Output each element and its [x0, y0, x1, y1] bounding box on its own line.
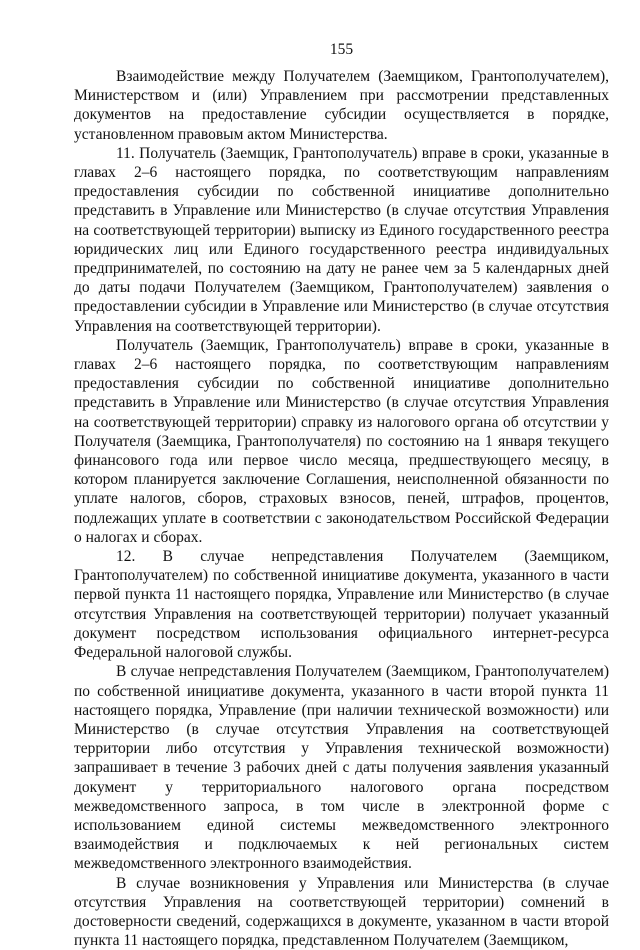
paragraph-item-11-egrul: 11. Получатель (Заемщик, Грантополучатель) вправе в сроки, указанные в главах 2–6 настоящего порядка, по соответствующим направлениям предоставления субсидии по собственной инициативе дополнительно представить в Управление или Министерство (в случае отсутствия Управления на соответствующей территории) выписку из Единого государственного реестра юридических лиц или Единого государственного реестра индивидуальных предпринимателей, по состоянию на дату не ранее чем за 5 календарных дней до даты подачи Получателем (Заемщиком, Грантополучателем) заявления о предоставлении субсидии в Управление или Министерство (в случае отсутствия Управления на соответствующей территории). [74, 144, 609, 335]
paragraph-doubts: В случае возникновения у Управления или Министерства (в случае отсутствия Управления на соответствующей территории) сомнений в достоверности сведений, содержащихся в документе, указанном в части второй пункта 11 настоящего порядка, представленном Получателем (Заемщиком, [74, 874, 609, 950]
paragraph-item-12: 12. В случае непредставления Получателем (Заемщиком, Грантополучателем) по собственной инициативе документа, указанного в части первой пункта 11 настоящего порядка, Управление или Министерство (в случае отсутствия Управления на соответствующей территории) получает указанный документ посредством использования официального интернет-ресурса Федеральной налоговой службы. [74, 548, 609, 662]
paragraph-interaction: Взаимодействие между Получателем (Заемщиком, Грантополучателем), Министерством и (или) Управлением при рассмотрении представленных документов на предоставление субсидии осуществляется в порядке, установленном правовым актом Министерства. [74, 68, 609, 143]
paragraph-interagency-request: В случае непредставления Получателем (Заемщиком, Грантополучателем) по собственной инициативе документа, указанного в части второй пункта 11 настоящего порядка, Управление (при наличии технической возможности) или Министерство (в случае отсутствия Управления на соответствующей территории либо отсутствия у Управления технической возможности) запрашивает в течение 3 рабочих дней с даты получения заявления указанный документ у территориального налогового органа посредством межведомственного запроса, в том числе в электронной форме с использованием единой системы межведомственного электронного взаимодействия и подключаемых к ней региональных систем межведомственного электронного взаимодействия. [74, 663, 609, 873]
page-number: 155 [329, 41, 354, 58]
paragraph-item-11-tax-certificate: Получатель (Заемщик, Грантополучатель) вправе в сроки, указанные в главах 2–6 настоящего порядка, по соответствующим направлениям предоставления субсидии по собственной инициативе дополнительно представить в Управление или Министерство (в случае отсутствия Управления на соответствующей территории) справку из налогового органа об отсутствии у Получателя (Заемщика, Грантополучателя) по состоянию на 1 января текущего финансового года или первое число месяца, предшествующего месяцу, в котором планируется заключение Соглашения, неисполненной обязанности по уплате налогов, сборов, страховых взносов, пеней, штрафов, процентов, подлежащих уплате в соответствии с законодательством Российской Федерации о налогах и сборах. [74, 336, 609, 546]
